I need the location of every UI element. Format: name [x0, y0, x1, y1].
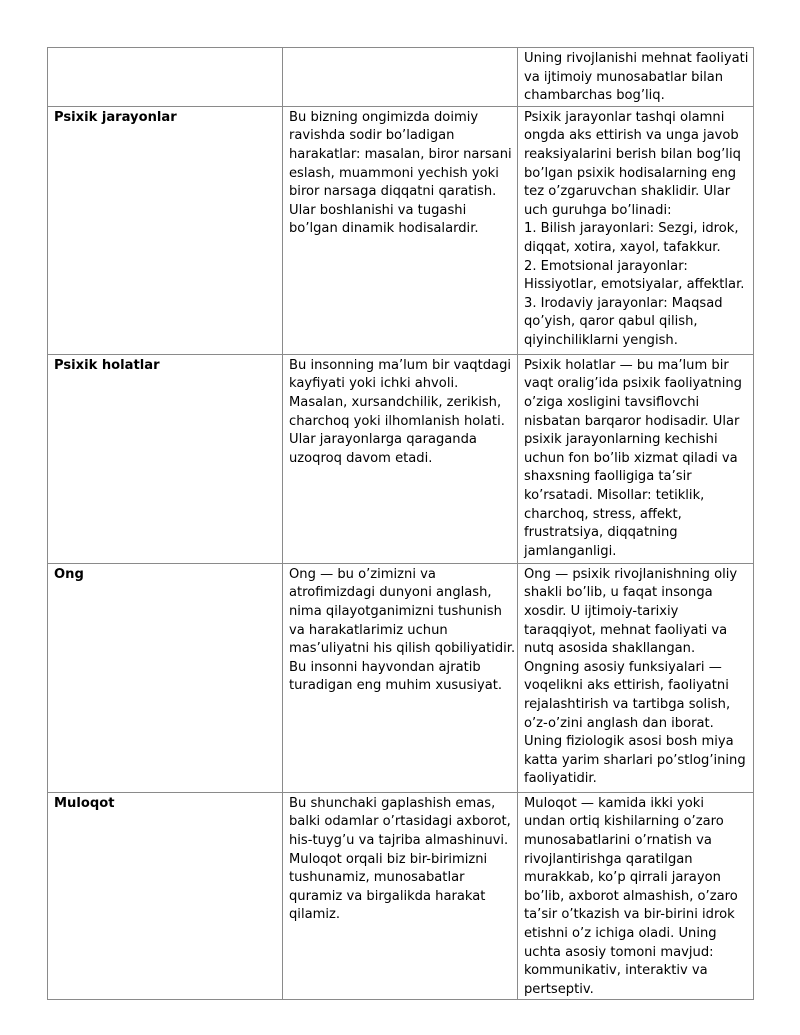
scientific-explanation-cell	[518, 48, 754, 107]
text-line: bo’lib, axborot almashish, o’zaro	[524, 888, 738, 904]
text-line: va ijtimoiy munosabatlar bilan	[524, 69, 724, 85]
text-line: his-tuyg’u va tajriba almashinuvi.	[289, 832, 509, 848]
text-line: ko’rsatadi. Misollar: tetiklik,	[524, 487, 705, 503]
text-line: quramiz va birgalikda harakat	[289, 888, 486, 904]
text-line: bo’lgan psixik hodisalarning eng	[524, 165, 737, 181]
text-line: Uning fiziologik asosi bosh miya	[524, 734, 734, 750]
text-line: charchoq yoki ilhomlanish holati.	[289, 413, 505, 429]
text-line: tez o’zgaruvchan shaklidir. Ular	[524, 184, 731, 200]
text-line: ta’sir o’tkazish va bir-birini idrok	[524, 907, 735, 923]
text-line: vaqt oralig’ida psixik faoliyatning	[524, 376, 742, 392]
text-line: Uning rivojlanishi mehnat faoliyati	[524, 51, 749, 66]
text-line: turadigan eng muhim xususiyat.	[289, 678, 503, 694]
table-row	[48, 563, 754, 792]
text-line: biror narsaga diqqatni qaratish.	[289, 184, 497, 200]
text-line: 3. Irodaviy jarayonlar: Maqsad	[524, 295, 723, 311]
text-line: va harakatlarimiz uchun	[289, 622, 448, 638]
text-line: Bu shunchaki gaplashish emas,	[289, 795, 496, 811]
text-line: nutq asosida shakllangan.	[524, 641, 696, 657]
scientific-explanation-cell	[518, 563, 754, 792]
text-line: Ular boshlanishi va tugashi	[289, 202, 467, 218]
text-line: faoliyatidir.	[524, 771, 597, 787]
table-row	[48, 48, 754, 107]
table-row	[48, 106, 754, 354]
text-line: rivojlantirishga qaratilgan	[524, 851, 693, 867]
text-line: uzoqroq davom etadi.	[289, 450, 433, 466]
text-line: mas’uliyatni his qilish qobiliyatidir.	[289, 641, 516, 657]
text-line: taraqqiyot, mehnat faoliyati va	[524, 622, 728, 638]
text-line: qo’yish, qaror qabul qilish,	[524, 314, 698, 330]
term-cell: Psixik holatlar	[48, 354, 283, 563]
text-line: kommunikativ, interaktiv va	[524, 963, 708, 979]
concepts-table	[47, 47, 754, 1000]
simple-explanation-cell	[283, 354, 518, 563]
text-line: Muloqot — kamida ikki yoki	[524, 795, 704, 811]
text-line: reaksiyalarini berish bilan bog’liq	[524, 146, 741, 162]
text-line: Bu bizning ongimizda doimiy	[289, 109, 479, 125]
text-line: pertseptiv.	[524, 981, 594, 997]
text-line: etishni o’z ichiga oladi. Uning	[524, 925, 717, 941]
text-line: diqqat, xotira, xayol, tafakkur.	[524, 239, 721, 255]
term-cell	[48, 48, 283, 107]
term-cell: Muloqot	[48, 792, 283, 1000]
text-line: Masalan, xursandchilik, zerikish,	[289, 394, 502, 410]
text-line: Ong — bu o’zimizni va	[289, 566, 436, 582]
text-line: eslash, muammoni yechish yoki	[289, 165, 499, 181]
text-line: Ongning asosiy funksiyalari —	[524, 659, 722, 675]
text-line: murakkab, ko’p qirrali jarayon	[524, 870, 721, 886]
text-line: tushunamiz, munosabatlar	[289, 870, 465, 886]
table-row	[48, 354, 754, 563]
text-line: ravishda sodir bo’ladigan	[289, 128, 455, 144]
text-line: jamlanganligi.	[524, 543, 617, 559]
text-line: ongda aks ettirish va unga javob	[524, 128, 739, 144]
text-line: Psixik jarayonlar tashqi olamni	[524, 109, 725, 125]
text-line: bo’lgan dinamik hodisalardir.	[289, 221, 479, 237]
scientific-explanation-cell	[518, 106, 754, 354]
text-line: shaxsning faolligiga ta’sir	[524, 469, 692, 485]
simple-explanation-cell	[283, 563, 518, 792]
text-line: Ular jarayonlarga qaraganda	[289, 432, 477, 448]
term-cell: Psixik jarayonlar	[48, 106, 283, 354]
text-line: charchoq, stress, affekt,	[524, 506, 682, 522]
text-line: shakli bo’lib, u faqat insonga	[524, 585, 713, 601]
simple-explanation-cell	[283, 106, 518, 354]
text-line: Ong — psixik rivojlanishning oliy	[524, 566, 738, 582]
text-line: 2. Emotsional jarayonlar:	[524, 258, 688, 274]
text-line: atrofimizdagi dunyoni anglash,	[289, 585, 492, 601]
text-line: uch guruhga bo’linadi:	[524, 202, 672, 218]
text-line: o’ziga xosligini tavsiflovchi	[524, 394, 700, 410]
text-line: munosabatlarini o’rnatish va	[524, 832, 712, 848]
text-line: o’z-o’zini anglash dan iborat.	[524, 715, 714, 731]
scientific-explanation-cell	[518, 354, 754, 563]
text-line: Bu insonning ma’lum bir vaqtdagi	[289, 357, 512, 373]
text-line: Bu insonni hayvondan ajratib	[289, 659, 481, 675]
text-line: qiyinchiliklarni yengish.	[524, 332, 678, 348]
simple-explanation-cell	[283, 48, 518, 107]
text-line: qilamiz.	[289, 907, 341, 923]
text-line: frustratsiya, diqqatning	[524, 525, 678, 541]
text-line: xosdir. U ijtimoiy-tarixiy	[524, 603, 679, 619]
text-line: nisbatan barqaror hodisadir. Ular	[524, 413, 740, 429]
term-cell: Ong	[48, 563, 283, 792]
text-line: undan ortiq kishilarning o’zaro	[524, 814, 724, 830]
text-line: 1. Bilish jarayonlari: Sezgi, idrok,	[524, 221, 739, 237]
text-line: voqelikni aks ettirish, faoliyatni	[524, 678, 729, 694]
simple-explanation-cell	[283, 792, 518, 1000]
table-row	[48, 792, 754, 1000]
text-line: nima qilayotganimizni tushunish	[289, 603, 502, 619]
text-line: uchta asosiy tomoni mavjud:	[524, 944, 714, 960]
text-line: katta yarim sharlari po’stlog’ining	[524, 752, 746, 768]
scientific-explanation-cell	[518, 792, 754, 1000]
text-line: rejalashtirish va tartibga solish,	[524, 696, 731, 712]
text-line: harakatlar: masalan, biror narsani	[289, 146, 512, 162]
text-line: balki odamlar o’rtasidagi axborot,	[289, 814, 511, 830]
text-line: psixik jarayonlarning kechishi	[524, 432, 718, 448]
text-line: Muloqot orqali biz bir-birimizni	[289, 851, 488, 867]
text-line: Hissiyotlar, emotsiyalar, affektlar.	[524, 277, 745, 293]
table-body	[48, 48, 754, 1000]
text-line: uchun fon bo’lib xizmat qiladi va	[524, 450, 738, 466]
text-line: Psixik holatlar — bu ma’lum bir	[524, 357, 729, 373]
text-line: chambarchas bog’liq.	[524, 88, 665, 104]
text-line: kayfiyati yoki ichki ahvoli.	[289, 376, 459, 392]
